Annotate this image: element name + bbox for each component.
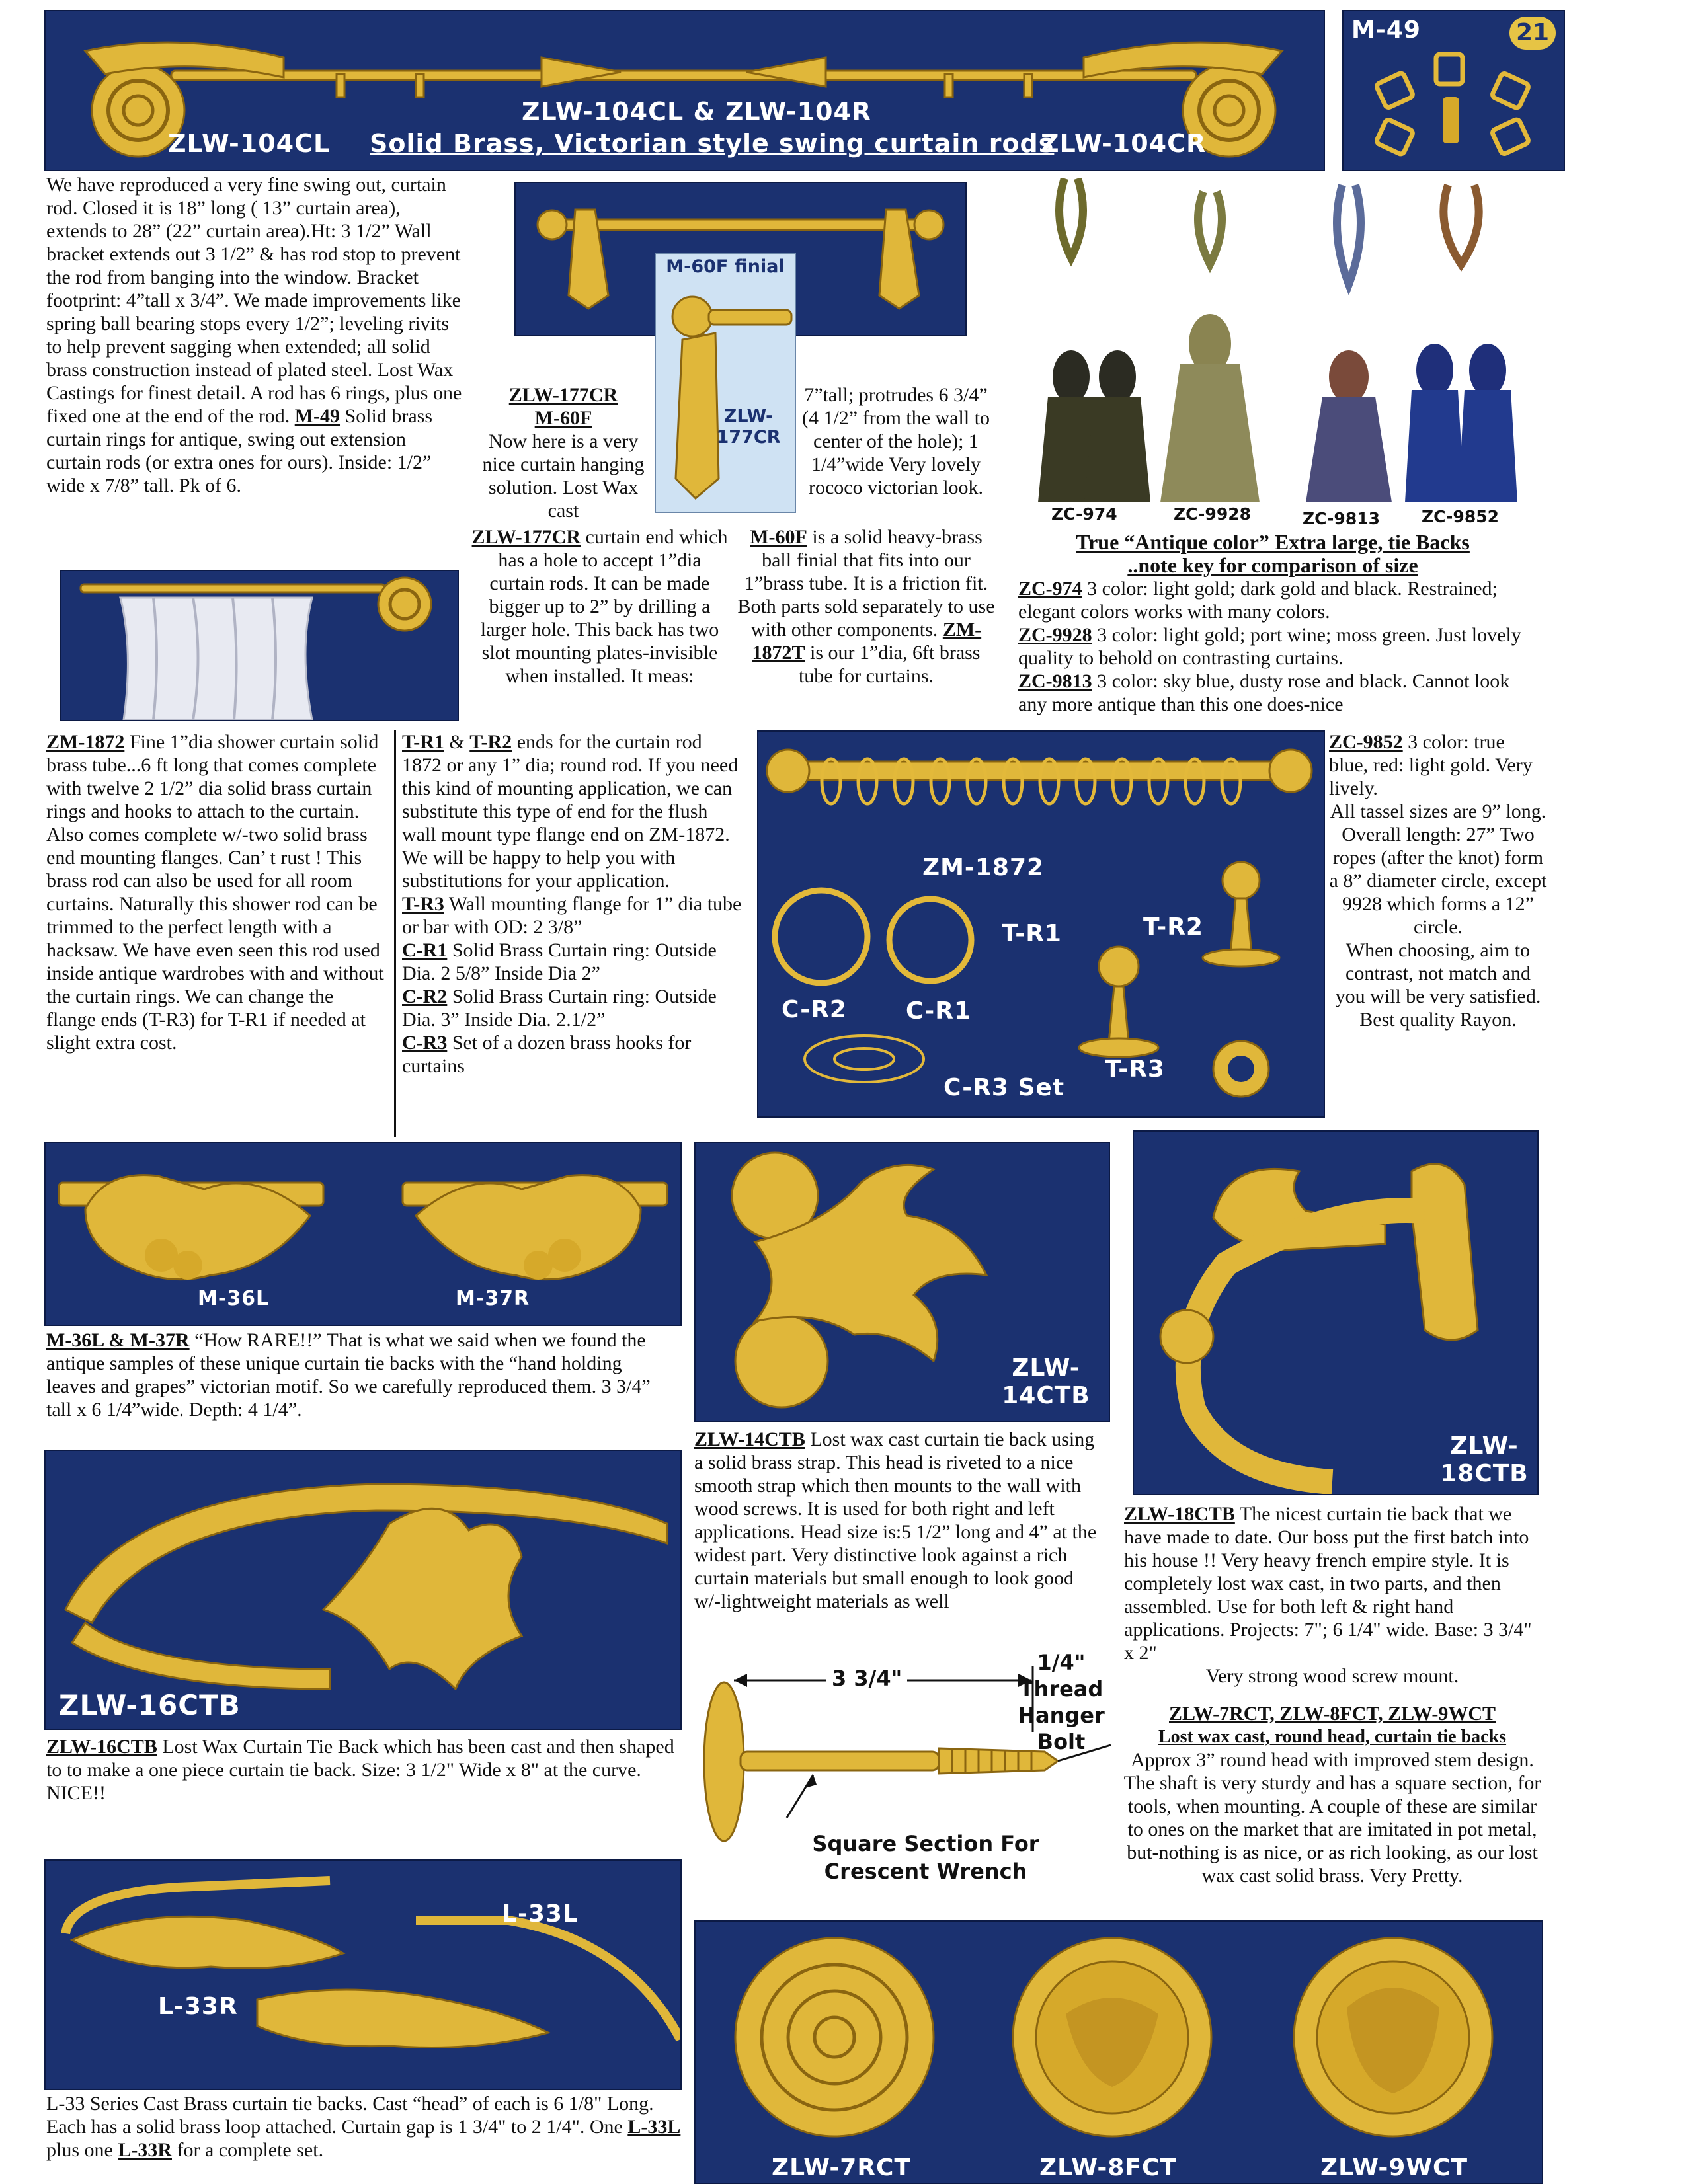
- zm1872-description: Fine 1”dia shower curtain solid brass tube...6 ft long that comes complete with twelve 2 1/2” dia solid brass curtain rings and hooks to attach to the curtain. Also comes complete w/-two solid brass end mounting flanges. Can’ t rust ! This brass rod can also be used for all room curtains. Naturally this shower rod can be trimmed to the perfect length with a hacksaw. We have even seen this rod used inside antique wardrobes with and without the curtain rings. We can change the flange ends (T-R3) for T-R1 if needed at slight extra cost.: [46, 731, 384, 1054]
- zlw7-description: Approx 3” round head with improved stem design. The shaft is very sturdy and has a square section, for tools, when mounting. A couple of these are similar to ones on the market that are imitated in pot metal, but-nothing is as nice, or as rich looking, as our lost wax cast solid brass. Very Pretty.: [1123, 1749, 1541, 1887]
- tr3-code: T-R3: [402, 893, 444, 915]
- tassel-item: [1018, 670, 1534, 716]
- zlw16-label: ZLW-16CTB: [59, 1689, 241, 1721]
- curtain-illustration: [61, 571, 458, 720]
- l33-panel: [44, 1859, 682, 2090]
- zm1872-code: ZM-1872: [46, 731, 125, 753]
- tassel-item-code: ZC-9813: [1018, 670, 1092, 692]
- bolt-square-label: [780, 1830, 1071, 1885]
- m49-description: Solid brass curtain rings for antique, swing out extension curtain rods (or extra ones for ours). Inside: 1/2” wide x 7/8” tall. Pk of 6.: [46, 405, 433, 496]
- inset-label: ZLW-177CR: [716, 406, 781, 448]
- zlw7-heading-1: ZLW-7RCT, ZLW-8FCT, ZLW-9WCT: [1169, 1703, 1496, 1725]
- zm1872-text: [46, 730, 387, 1054]
- banner-right-label: ZLW-104CR: [1041, 129, 1207, 158]
- bolt-thread-3: Hanger: [1018, 1703, 1105, 1728]
- zlw14-panel: [694, 1142, 1110, 1422]
- tr-amp: &: [449, 731, 465, 753]
- tassel-item: [1018, 623, 1534, 670]
- zlw177-code3: ZLW-177CR: [471, 526, 581, 548]
- swing-rod-description: We have reproduced a very fine swing out, curtain rod. Closed it is 18” long ( 13” curtain area), extends to 28” (22” curtain area).Ht: 3 1/2” Wall bracket extends out 3 1/2” & has rod stop to prevent the rod from banging into the window. Bracket footprint: 4”tall x 3/4”. We made improvements like spring ball bearing stops every 1/2”; leveling rivits to help prevent sagging when extended; all solid brass construction instead of plated steel. Lost Wax Castings for finest detail. A rod has 6 rings, plus one fixed one at the end of the rod.: [46, 174, 462, 427]
- zlw16-illustration: [46, 1451, 680, 1729]
- zlw7-heading-2: Lost wax cast, round head, curtain tie backs: [1158, 1727, 1507, 1747]
- top-banner: [44, 10, 1325, 171]
- cr1-code: C-R1: [402, 939, 448, 961]
- tassel-item-text: 3 color: light gold; dark gold and black. Restrained; elegant colors works with many colors.: [1018, 578, 1498, 623]
- zc9852-block: [1329, 730, 1547, 1031]
- zlw16-panel: [44, 1450, 682, 1730]
- bolt-thread-label: [1002, 1649, 1121, 1755]
- m36-panel: [44, 1142, 682, 1326]
- cr3-code: C-R3: [402, 1032, 448, 1054]
- zlw14-label: ZLW-14CTB: [1002, 1354, 1090, 1409]
- m36-code: M-36L & M-37R: [46, 1329, 190, 1351]
- cr2-code: C-R2: [402, 986, 448, 1007]
- banner-title-2: Solid Brass, Victorian style swing curtain rods: [370, 129, 1055, 158]
- zc9852-code: ZC-9852: [1329, 731, 1403, 753]
- l33-description: L-33 Series Cast Brass curtain tie backs. Cast “head” of each is 6 1/8" Long. Each has a solid brass loop attached. Curtain gap is 1 3/4" to 2 1/4". One: [46, 2093, 654, 2138]
- cr3-text: Set of a dozen brass hooks for curtains: [402, 1032, 692, 1077]
- zlw14-code: ZLW-14CTB: [694, 1428, 805, 1450]
- banner-left-label: ZLW-104CL: [168, 129, 331, 158]
- tassel-label-4: ZC-9852: [1422, 507, 1500, 526]
- l33r-label: L-33R: [158, 1993, 238, 2020]
- tassel-item-code: ZC-9928: [1018, 624, 1092, 646]
- tassel-label-3: ZC-9813: [1303, 509, 1381, 528]
- tassel-sizes: All tassel sizes are 9” long. Overall length: 27” Two ropes (after the knot) form a 8” diameter circle, except 9928 which forms a 12” circle.: [1329, 800, 1547, 938]
- zm-panel-label-tr3: T-R3: [1105, 1056, 1165, 1083]
- banner-title-1: ZLW-104CL & ZLW-104R: [522, 97, 872, 126]
- zlw16-description: Lost Wax Curtain Tie Back which has been cast and then shaped to to make a one piece curtain tie back. Size: 3 1/2" Wide x 8" at the curve. NICE!!: [46, 1736, 674, 1804]
- bolt-square-2: Crescent Wrench: [824, 1859, 1027, 1884]
- m60-code: M-60F: [750, 526, 807, 548]
- tassel-heading-2: ..note key for comparison of size: [1127, 553, 1418, 577]
- bolt-thread-4: Bolt: [1037, 1729, 1086, 1754]
- tassel-heading-1: True “Antique color” Extra large, tie Backs: [1076, 530, 1470, 554]
- zlw18-tail: Very strong wood screw mount.: [1205, 1665, 1459, 1687]
- zm-panel-label-zm: ZM-1872: [922, 854, 1045, 881]
- m37r-label: M-37R: [456, 1287, 530, 1310]
- cr1-text: Solid Brass Curtain ring: Outside Dia. 2 5/8” Inside Dia 2”: [402, 939, 717, 984]
- l33r-code: L-33R: [118, 2139, 172, 2161]
- zlw177-inset: [655, 253, 796, 513]
- zm-panel-label-cr1: C-R1: [906, 997, 971, 1025]
- bolt-diagram: [688, 1650, 1124, 1904]
- cr2-text: Solid Brass Curtain ring: Outside Dia. 3” Inside Dia. 2.1/2”: [402, 986, 717, 1031]
- zlw177-desc: curtain end which has a hole to accept 1”dia curtain rods. It can be made bigger up to 2” by drilling a larger hole. This back has two slot mounting plates-invisible when installed. It meas:: [480, 526, 728, 687]
- m36-text: [46, 1329, 674, 1421]
- zlw18-text: [1124, 1502, 1541, 1688]
- l33-tail: for a complete set.: [177, 2139, 324, 2161]
- bolt-dimension: 3 3/4": [826, 1666, 907, 1691]
- zlw177-intro: Now here is a very nice curtain hanging solution. Lost Wax cast: [482, 430, 645, 522]
- tr2-code: T-R2: [469, 731, 512, 753]
- zm-panel-label-tr2: T-R2: [1143, 914, 1203, 941]
- zlw14-description: Lost wax cast curtain tie back using a solid brass strap. This head is riveted to a nice smooth strap which then mounts to the wall with wood screws. It is used for both right and left applications. Head size is:5 1/2” long and 4” at the widest part. Very distinctive look against a rich curtain materials but small enough to look good w/-lightweight materials as well: [694, 1428, 1097, 1612]
- zlw14-text: [694, 1428, 1104, 1613]
- zlw177-desc-block: [471, 526, 729, 687]
- swing-rod-photo: [60, 570, 459, 721]
- swing-rod-text: [46, 173, 463, 497]
- l33-plus: plus one: [46, 2139, 113, 2161]
- tassel-zc9928: [1160, 192, 1260, 502]
- zlw177-code2: M-60F: [534, 407, 592, 429]
- zlw18-description: The nicest curtain tie back that we have made to date. Our boss put the first batch into his house !! Very heavy french empire style. It is completely lost wax cast, in two parts, and then assembled. Use for both left & right hand applications. Projects: 7"; 6 1/4" wide. Base: 3 3/4" x 2": [1124, 1503, 1532, 1664]
- m36l-label: M-36L: [198, 1287, 270, 1310]
- m60-text: is a solid heavy-brass ball finial that fits into our 1”brass tube. It is a friction fit. Both parts sold separately to use with other components.: [737, 526, 995, 641]
- zlw177-left-text: [471, 383, 656, 522]
- zm-panel-label-cr2: C-R2: [782, 996, 847, 1023]
- tr3-text: Wall mounting flange for 1” dia tube or bar with OD: 2 3/8”: [402, 893, 742, 938]
- m36-description: “How RARE!!” That is what we said when we found the antique samples of these unique curtain tie backs with the “hand holding leaves and grapes” victorian motif. So we carefully reproduced them. 3 3/4” tall x 6 1/4”wide. Depth: 4 1/4”.: [46, 1329, 651, 1421]
- zlw177-code1: ZLW-177CR: [508, 384, 618, 406]
- tassels-photo: [1012, 178, 1534, 529]
- m49-rings-illustration: [1344, 11, 1564, 170]
- tassel-heading: [1012, 531, 1534, 577]
- m49-label: M-49: [1351, 17, 1421, 44]
- l33l-label: L-33L: [502, 1900, 579, 1928]
- tassel-item-text: 3 color: sky blue, dusty rose and black. Cannot look any more antique than this one does-nice: [1018, 670, 1510, 715]
- round-tiebacks-illustration: [696, 1922, 1542, 2183]
- zlw7-text: [1121, 1702, 1544, 1887]
- round-label-9wct: ZLW-9WCT: [1320, 2154, 1468, 2181]
- l33-illustration: [46, 1861, 680, 2089]
- round-label-8fct: ZLW-8FCT: [1039, 2154, 1177, 2181]
- tr-text: [402, 730, 746, 1077]
- zm1872t-text: is our 1”dia, 6ft brass tube for curtains.: [798, 642, 981, 687]
- tassel-zc9813: [1306, 185, 1392, 502]
- tassel-item-code: ZC-974: [1018, 578, 1082, 600]
- tassel-choose: When choosing, aim to contrast, not match and you will be very satisfied. Best quality Rayon.: [1335, 939, 1541, 1031]
- zc9852-text: 3 color: true blue, red: light gold. Very lively.: [1329, 731, 1533, 799]
- bolt-thread-2: Thread: [1019, 1676, 1104, 1701]
- l33-text: [46, 2092, 681, 2162]
- column-divider: [394, 730, 396, 1137]
- tassel-zc974: [1038, 178, 1150, 502]
- bolt-thread-1: 1/4": [1037, 1650, 1086, 1675]
- tassel-label-2: ZC-9928: [1174, 504, 1252, 524]
- l33l-code: L-33L: [627, 2116, 681, 2138]
- zlw177-right-desc: 7”tall; protrudes 6 3/4” (4 1/2” from the wall to center of the hole); 1 1/4”wide Very lovely rococo victorian look.: [801, 384, 990, 498]
- zlw18-panel: [1133, 1130, 1539, 1495]
- zlw177-right-text: [797, 383, 995, 499]
- m36-illustration: [46, 1143, 680, 1325]
- page-number: 21: [1509, 17, 1556, 50]
- tassel-zc9852: [1405, 185, 1517, 502]
- m60-block: [734, 526, 998, 687]
- zlw18-label: ZLW-18CTB: [1440, 1432, 1529, 1487]
- round-label-7rct: ZLW-7RCT: [772, 2154, 912, 2181]
- m49-panel: [1342, 10, 1565, 171]
- round-tiebacks-panel: [694, 1920, 1543, 2184]
- zm1872-panel: [757, 730, 1325, 1118]
- tr1-code: T-R1: [402, 731, 444, 753]
- m49-code: M-49: [294, 405, 341, 427]
- zm-panel-label-cr3: C-R3 Set: [943, 1074, 1065, 1101]
- finial-illustration: [656, 254, 795, 512]
- tassel-item-text: 3 color: light gold; port wine; moss green. Just lovely quality to behold on contrasting curtains.: [1018, 624, 1521, 669]
- zm1872t-code: ZM-1872T: [752, 619, 982, 664]
- zlw18-code: ZLW-18CTB: [1124, 1503, 1235, 1525]
- tassel-items: [1018, 577, 1534, 716]
- zlw16-code: ZLW-16CTB: [46, 1736, 157, 1758]
- tassel-label-1: ZC-974: [1051, 504, 1117, 524]
- bolt-square-1: Square Section For: [812, 1831, 1039, 1856]
- tr-text2: We will be happy to help you with substitutions for your application.: [402, 847, 676, 892]
- zlw16-text: [46, 1735, 674, 1805]
- tassel-item: [1018, 577, 1534, 623]
- zm-panel-label-tr1: T-R1: [1002, 920, 1062, 947]
- finial-label: M-60F finial: [666, 256, 785, 277]
- tassels-illustration: [1012, 178, 1534, 529]
- tr-text1: ends for the curtain rod 1872 or any 1” dia; round rod. If you need this kind of mounting application, we can substitute this type of end for the flush wall mount type flange end on ZM-1872.: [402, 731, 739, 845]
